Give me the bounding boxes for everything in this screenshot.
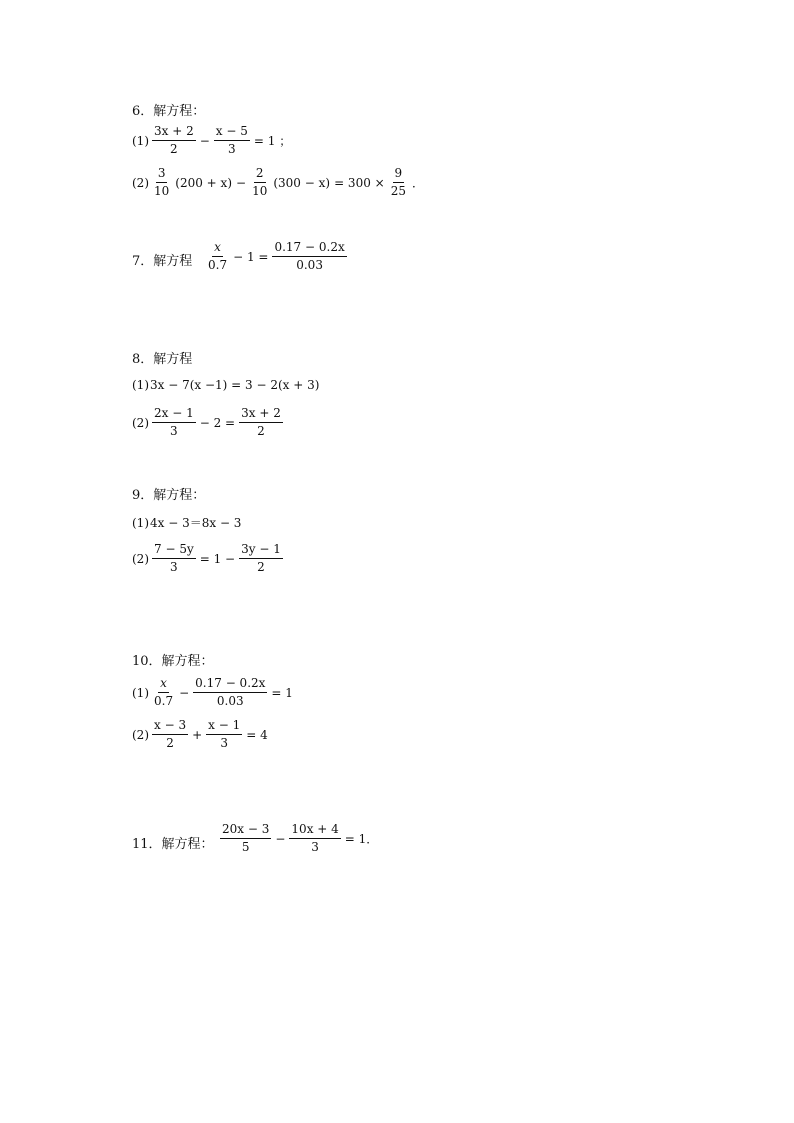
problem-11-title: 11．解方程： [132,837,214,852]
fraction: $\frac{x}{0.7}$ [208,240,228,272]
fraction: $\frac{0.17 - 0.2x}{0.03}$ [195,676,266,708]
item-marker: (2) [132,727,149,742]
fraction: $\frac{x - 3}{2}$ [154,718,187,750]
problem-10-equation-2: (2) $\frac{x - 3}{2}$ + $\frac{x - 1}{3}$ = 4 [132,718,268,750]
problem-10-title: 10．解方程： [132,654,214,669]
fraction: $\frac{2x - 1}{3}$ [154,406,194,438]
item-marker: (1) [132,515,149,530]
fraction: $\frac{2}{10}$ [252,166,268,198]
problem-11-equation: $\frac{20x - 3}{5}$ − $\frac{10x + 4}{3}$ = 1． [222,822,379,854]
item-marker: (1) [132,133,149,148]
fraction: $\frac{x - 5}{3}$ [215,124,248,156]
fraction: $\frac{x - 1}{3}$ [208,718,241,750]
problem-7-title: 7．解方程 [132,254,193,269]
problem-6-title: 6．解方程： [132,104,206,119]
fraction: $\frac{10x + 4}{3}$ [291,822,339,854]
item-marker: (2) [132,551,149,566]
fraction: $\frac{0.17 - 0.2x}{0.03}$ [274,240,345,272]
problem-6-equation-2: (2) $\frac{3}{10}$ (200 + x) − $\frac{2}{10}$ (300 − x) = 300 × $\frac{9}{25}$ ． [132,166,425,198]
problem-7-equation: $\frac{x}{0.7}$ − 1 = $\frac{0.17 - 0.2x}{0.03}$ [208,240,345,272]
item-marker: (2) [132,415,149,430]
problem-8-equation-2: (2) $\frac{2x - 1}{3}$ − 2 = $\frac{3x + 2}{2}$ [132,406,281,438]
problem-6-equation-1: (1) $\frac{3x + 2}{2}$ − $\frac{x - 5}{3}$ = 1 ； [132,124,292,156]
problem-10-equation-1: (1) $\frac{x}{0.7}$ − $\frac{0.17 - 0.2x}{0.03}$ = 1 [132,676,293,708]
problem-9-equation-1: (1) 4x − 3＝8x − 3 [132,515,242,530]
fraction: $\frac{3}{10}$ [154,166,170,198]
fraction: $\frac{20x - 3}{5}$ [222,822,270,854]
fraction: $\frac{9}{25}$ [390,166,406,198]
item-marker: (1) [132,378,149,392]
problem-8-equation-1: (1) 3x − 7(x −1) = 3 − 2(x + 3) [132,378,320,392]
fraction: $\frac{3y - 1}{2}$ [241,542,281,574]
problem-9-equation-2: (2) $\frac{7 - 5y}{3}$ = 1 − $\frac{3y - 1}{2}$ [132,542,281,574]
fraction: $\frac{x}{0.7}$ [154,676,174,708]
item-marker: (2) [132,175,149,190]
fraction: $\frac{3x + 2}{2}$ [154,124,194,156]
fraction: $\frac{3x + 2}{2}$ [241,406,281,438]
problem-9-title: 9．解方程： [132,488,206,503]
fraction: $\frac{7 - 5y}{3}$ [154,542,194,574]
problem-8-title: 8．解方程 [132,352,193,367]
item-marker: (1) [132,685,149,700]
